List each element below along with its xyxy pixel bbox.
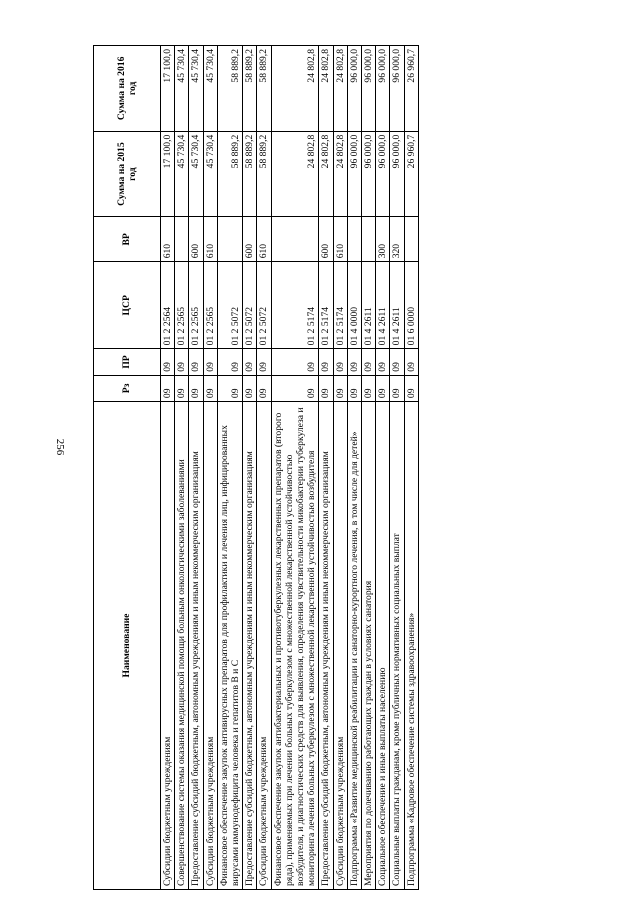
row-pr-cell: 09 [203, 349, 217, 375]
row-sum-2016-cell: 45 730,4 [189, 46, 203, 132]
row-vr-cell [175, 217, 189, 262]
row-vr-cell: 610 [257, 217, 271, 262]
table-row [203, 46, 217, 890]
row-sum-2015-cell: 58 889,2 [257, 131, 271, 217]
table-row [257, 46, 271, 890]
row-csr-cell: 01 4 2611 [376, 262, 390, 349]
row-rz-cell: 09 [362, 375, 376, 401]
row-rz-cell: 09 [189, 375, 203, 401]
row-pr-cell: 09 [217, 349, 242, 375]
row-sum-2016-cell: 24 802,8 [319, 46, 333, 132]
row-name-cell: Социальные выплаты гражданам, кроме публичных нормативных социальных выплат [390, 402, 404, 890]
row-vr-cell: 320 [390, 217, 404, 262]
row-csr-cell: 01 4 2611 [390, 262, 404, 349]
row-pr-cell: 09 [271, 349, 319, 375]
row-name-cell: Субсидии бюджетным учреждениям [161, 402, 175, 890]
row-vr-cell: 300 [376, 217, 390, 262]
row-name-cell: Совершенствование системы оказания медицинской помощи больным онкологическими заболеваниями [175, 402, 189, 890]
row-vr-cell: 600 [319, 217, 333, 262]
row-vr-cell [404, 217, 418, 262]
page-number: 256 [54, 438, 66, 456]
row-csr-cell: 01 2 5174 [319, 262, 333, 349]
row-sum-2016-cell: 58 889,2 [257, 46, 271, 132]
table-row [376, 46, 390, 890]
table-row [161, 46, 175, 890]
row-csr-cell: 01 2 2565 [175, 262, 189, 349]
row-sum-2015-cell: 45 730,4 [189, 131, 203, 217]
row-rz-cell: 09 [203, 375, 217, 401]
row-sum-2016-cell: 96 000,0 [376, 46, 390, 132]
row-pr-cell: 09 [390, 349, 404, 375]
row-rz-cell: 09 [404, 375, 418, 401]
row-vr-cell: 610 [203, 217, 217, 262]
row-csr-cell: 01 2 2565 [189, 262, 203, 349]
row-rz-cell: 09 [271, 375, 319, 401]
row-name-cell: Подпрограмма «Развитие медицинской реабилитации и санаторно-курортного лечения, в том числе для детей» [347, 402, 361, 890]
row-sum-2016-cell: 24 802,8 [333, 46, 347, 132]
row-sum-2016-cell: 26 960,7 [404, 46, 418, 132]
row-sum-2016-cell: 96 000,0 [347, 46, 361, 132]
row-vr-cell: 600 [189, 217, 203, 262]
row-sum-2016-cell: 96 000,0 [362, 46, 376, 132]
row-name-cell: Предоставление субсидий бюджетным, автономным учреждениям и иным некоммерческим организациям [319, 402, 333, 890]
row-name-cell: Субсидии бюджетным учреждениям [333, 402, 347, 890]
row-sum-2016-cell: 17 100,0 [161, 46, 175, 132]
header-csr: ЦСР [94, 262, 161, 349]
row-sum-2015-cell: 24 802,8 [271, 131, 319, 217]
row-sum-2015-cell: 58 889,2 [217, 131, 242, 217]
row-sum-2016-cell: 58 889,2 [243, 46, 257, 132]
header-rz: Рз [94, 375, 161, 401]
row-csr-cell: 01 4 0000 [347, 262, 361, 349]
table-row [333, 46, 347, 890]
row-name-cell: Предоставление субсидий бюджетным, автономным учреждениям и иным некоммерческим организациям [189, 402, 203, 890]
row-pr-cell: 09 [333, 349, 347, 375]
row-vr-cell [217, 217, 242, 262]
header-name: Наименование [94, 402, 161, 890]
row-sum-2015-cell: 45 730,4 [175, 131, 189, 217]
row-rz-cell: 09 [390, 375, 404, 401]
row-name-cell: Подпрограмма «Кадровое обеспечение системы здравоохранения» [404, 402, 418, 890]
row-sum-2015-cell: 96 000,0 [347, 131, 361, 217]
row-vr-cell: 600 [243, 217, 257, 262]
row-csr-cell: 01 2 5072 [243, 262, 257, 349]
row-sum-2016-cell: 45 730,4 [203, 46, 217, 132]
header-vr: ВР [94, 217, 161, 262]
row-csr-cell: 01 2 2565 [203, 262, 217, 349]
row-pr-cell: 09 [376, 349, 390, 375]
row-csr-cell: 01 2 5072 [217, 262, 242, 349]
header-sum-2015: Сумма на 2015 год [94, 131, 161, 217]
row-pr-cell: 09 [319, 349, 333, 375]
header-pr: ПР [94, 349, 161, 375]
table-header [94, 46, 161, 890]
table-row [362, 46, 376, 890]
row-pr-cell: 09 [404, 349, 418, 375]
row-vr-cell: 610 [161, 217, 175, 262]
row-pr-cell: 09 [362, 349, 376, 375]
row-name-cell: Финансовое обеспечение закупок антивирусных препаратов для профилактики и лечения лиц, инфицированных вирусами иммунодефицита человека и гепатитов В и С [217, 402, 242, 890]
row-pr-cell: 09 [189, 349, 203, 375]
row-pr-cell: 09 [347, 349, 361, 375]
row-rz-cell: 09 [243, 375, 257, 401]
row-sum-2015-cell: 26 960,7 [404, 131, 418, 217]
row-rz-cell: 09 [257, 375, 271, 401]
row-rz-cell: 09 [175, 375, 189, 401]
table-row [347, 46, 361, 890]
row-vr-cell: 610 [333, 217, 347, 262]
row-sum-2015-cell: 96 000,0 [376, 131, 390, 217]
row-rz-cell: 09 [333, 375, 347, 401]
row-sum-2016-cell: 24 802,8 [271, 46, 319, 132]
row-sum-2016-cell: 96 000,0 [390, 46, 404, 132]
row-sum-2015-cell: 45 730,4 [203, 131, 217, 217]
row-pr-cell: 09 [257, 349, 271, 375]
table-row [390, 46, 404, 890]
row-name-cell: Предоставление субсидий бюджетным, автономным учреждениям и иным некоммерческим организациям [243, 402, 257, 890]
row-name-cell: Финансовое обеспечение закупок антибактериальных и противотуберкулезных лекарственных препаратов (второго ряда), применяемых при лечении больных туберкулезом с множественной лекарственной устойчивостью возбудителя, и диагностических средств для выявления, определения чувствительности микобактерии туберкулеза и мониторинга лечения больных туберкулезом с множественной лекарственной устойчивостью возбудителя [271, 402, 319, 890]
row-rz-cell: 09 [161, 375, 175, 401]
row-csr-cell: 01 2 5072 [257, 262, 271, 349]
row-sum-2015-cell: 58 889,2 [243, 131, 257, 217]
table-row [243, 46, 257, 890]
row-sum-2015-cell: 17 100,0 [161, 131, 175, 217]
row-rz-cell: 09 [217, 375, 242, 401]
table-row [271, 46, 319, 890]
row-pr-cell: 09 [175, 349, 189, 375]
row-rz-cell: 09 [319, 375, 333, 401]
row-pr-cell: 09 [243, 349, 257, 375]
row-vr-cell [347, 217, 361, 262]
row-name-cell: Субсидии бюджетным учреждениям [257, 402, 271, 890]
row-sum-2016-cell: 58 889,2 [217, 46, 242, 132]
table-row [175, 46, 189, 890]
budget-table [93, 45, 419, 890]
row-sum-2015-cell: 96 000,0 [362, 131, 376, 217]
row-csr-cell: 01 2 5174 [333, 262, 347, 349]
row-name-cell: Социальное обеспечение и иные выплаты населению [376, 402, 390, 890]
row-rz-cell: 09 [347, 375, 361, 401]
row-csr-cell: 01 4 2611 [362, 262, 376, 349]
row-csr-cell: 01 2 2564 [161, 262, 175, 349]
row-sum-2016-cell: 45 730,4 [175, 46, 189, 132]
table-row [217, 46, 242, 890]
row-sum-2015-cell: 96 000,0 [390, 131, 404, 217]
row-name-cell: Субсидии бюджетным учреждениям [203, 402, 217, 890]
row-sum-2015-cell: 24 802,8 [319, 131, 333, 217]
row-vr-cell [362, 217, 376, 262]
table-row [319, 46, 333, 890]
row-csr-cell: 01 6 0000 [404, 262, 418, 349]
header-sum-2016: Сумма на 2016 год [94, 46, 161, 132]
table-row [189, 46, 203, 890]
row-vr-cell [271, 217, 319, 262]
row-csr-cell: 01 2 5174 [271, 262, 319, 349]
row-rz-cell: 09 [376, 375, 390, 401]
table-body [161, 46, 419, 890]
row-name-cell: Мероприятия по долечиванию работающих граждан в условиях санатория [362, 402, 376, 890]
row-pr-cell: 09 [161, 349, 175, 375]
table-row [404, 46, 418, 890]
row-sum-2015-cell: 24 802,8 [333, 131, 347, 217]
